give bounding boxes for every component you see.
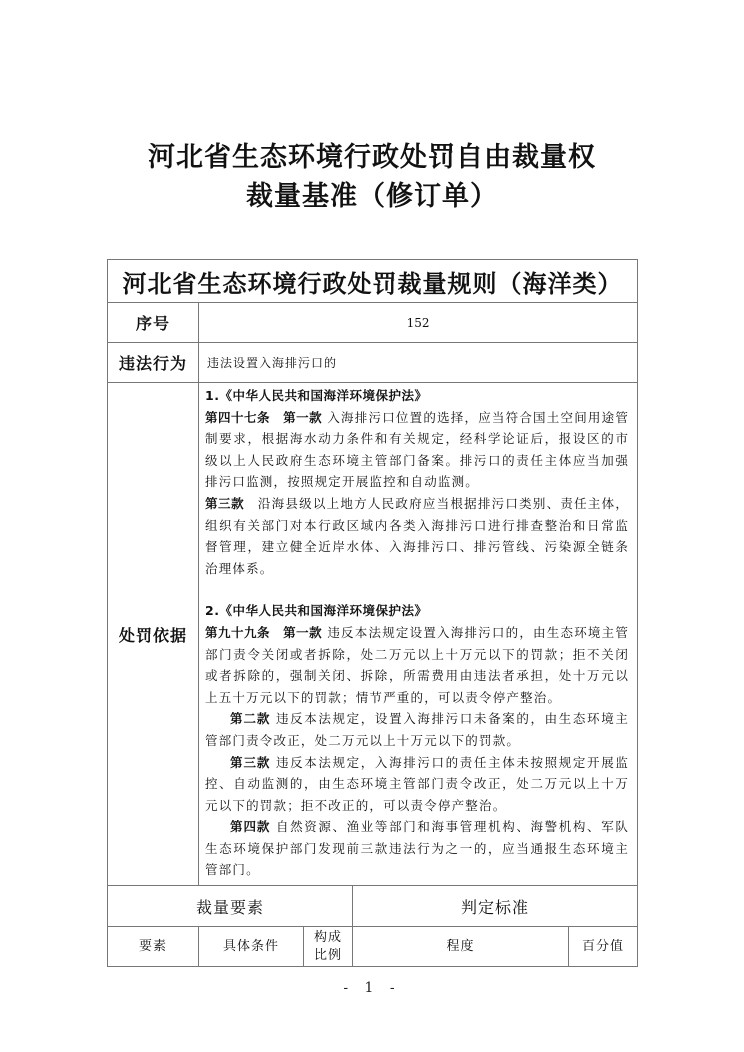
document-title-line2: 裁量基准（修订单） — [246, 181, 498, 212]
law2-heading: 2.《中华人民共和国海洋环境保护法》 — [205, 603, 428, 619]
column-percentage: 百分值 — [569, 927, 638, 967]
document-title-line1: 河北省生态环境行政处罚自由裁量权 — [148, 142, 596, 173]
criteria-header: 判定标准 — [353, 886, 638, 927]
law2-clause2-label: 第二款 — [230, 711, 271, 727]
penalty-basis-label: 处罚依据 — [108, 383, 199, 886]
law1-article47-label: 第四十七条 第一款 — [205, 409, 323, 425]
penalty-basis-content — [199, 383, 638, 886]
page-number: - 1 - — [343, 980, 401, 996]
law1-article47: 第四十七条 第一款 入海排污口位置的选择，应当符合国土空间用途管制要求，根据海水动力条件和有关规定，经科学论证后，报设区的市级以上人民政府生态环境主管部门备案。排污口的责任主体应当加强排污口监测，按照规定开展监控和自动监测。 — [205, 409, 630, 490]
table-caption: 河北省生态环境行政处罚裁量规则（海洋类） — [108, 260, 638, 303]
law1-heading: 1.《中华人民共和国海洋环境保护法》 — [205, 388, 428, 403]
column-factor: 要素 — [108, 927, 199, 967]
serial-label: 序号 — [108, 303, 199, 343]
column-condition: 具体条件 — [199, 927, 304, 967]
law1-clause3-label: 第三款 — [205, 495, 245, 511]
law2-article99: 第九十九条 第一款 违反本法规定设置入海排污口的，由生态环境主管部门责令关闭或者拆除，处二万元以上十万元以下的罚款；拒不关闭或者拆除的，强制关闭、拆除，所需费用由违法者承担，处十万元以上五十万元以下的罚款；情节严重的，可以责令停产整治。 — [205, 624, 630, 705]
law2-article99-label: 第九十九条 第一款 — [205, 624, 323, 640]
column-ratio: 构成比例 — [304, 927, 353, 967]
discretion-factors-header: 裁量要素 — [108, 886, 353, 927]
law1-clause3: 第三款 沿海县级以上地方人民政府应当根据排污口类别、责任主体，组织有关部门对本行政区域内各类入海排污口进行排查整治和日常监督管理，建立健全近岸水体、入海排污口、排污管线、污染源全链条治理体系。 — [205, 495, 630, 576]
law2-clause4-label: 第四款 — [230, 819, 271, 835]
law2-clause4: 第四款 自然资源、渔业等部门和海事管理机构、海警机构、军队生态环境保护部门发现前三款违法行为之一的，应当通报生态环境主管部门。 — [205, 819, 630, 878]
law2-clause3-label: 第三款 — [230, 754, 271, 770]
column-degree: 程度 — [353, 927, 569, 967]
violation-value: 违法设置入海排污口的 — [199, 343, 638, 383]
serial-value: 152 — [199, 303, 638, 343]
law2-clause3: 第三款 违反本法规定，入海排污口的责任主体未按照规定开展监控、自动监测的，由生态环境主管部门责令改正，处二万元以上十万元以下的罚款；拒不改正的，可以责令停产整治。 — [205, 754, 630, 813]
law2-clause2: 第二款 违反本法规定，设置入海排污口未备案的，由生态环境主管部门责令改正，处二万元以上十万元以下的罚款。 — [205, 711, 630, 748]
violation-label: 违法行为 — [108, 343, 199, 383]
discretion-rules-table — [107, 259, 638, 967]
